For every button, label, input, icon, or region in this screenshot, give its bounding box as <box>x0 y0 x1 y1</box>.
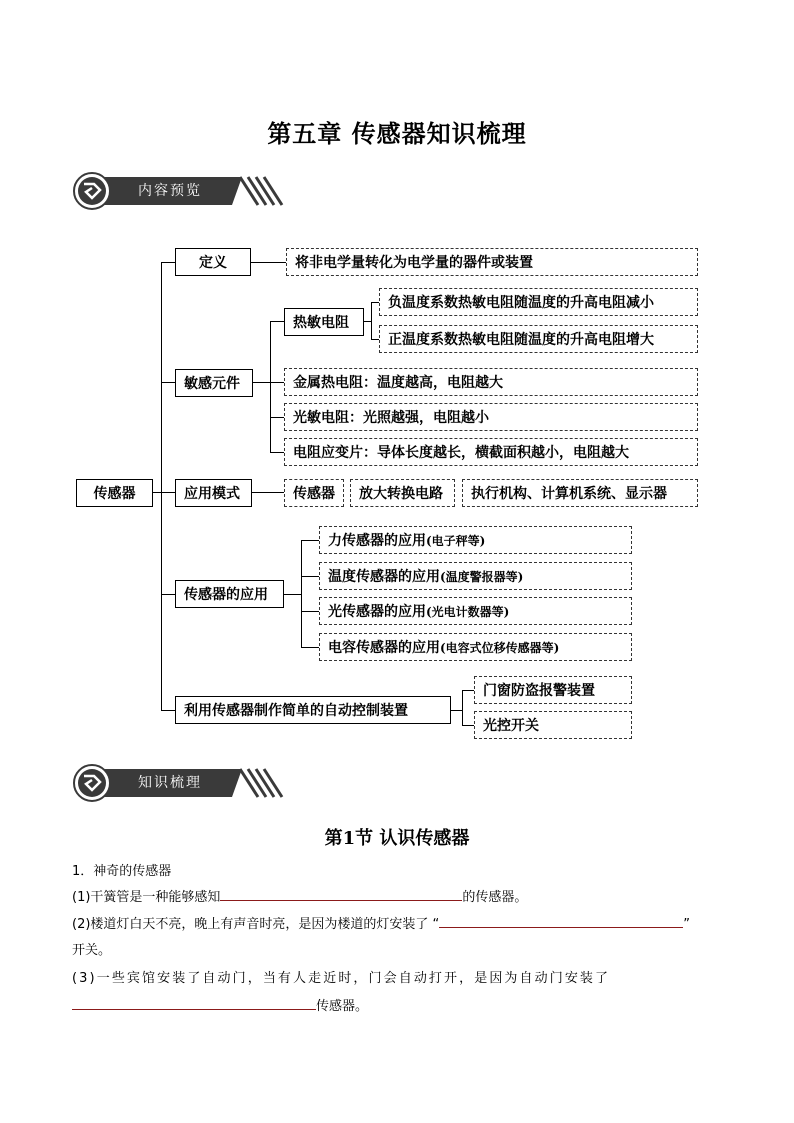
application-item <box>319 526 632 554</box>
application-main: 温度传感器的应用 <box>328 569 440 585</box>
mode-item: 放大转换电路 <box>350 479 455 507</box>
mode-item: 执行机构、计算机系统、显示器 <box>462 479 698 507</box>
question-1 <box>72 886 527 905</box>
section-title: 第1节 认识传感器 <box>324 828 470 849</box>
application-item <box>319 597 632 625</box>
application-note: (光电计数器等) <box>426 604 510 619</box>
question-text: ” <box>683 917 691 932</box>
thermistor-node: 热敏电阻 <box>284 308 364 336</box>
page-title: 第五章 传感器知识梳理 <box>267 119 527 148</box>
sensitive-node: 敏感元件 <box>175 369 253 397</box>
definition-node: 定义 <box>175 248 251 276</box>
sensitive-item: 光敏电阻：光照越强，电阻越小 <box>284 403 698 431</box>
root-node: 传感器 <box>76 479 153 507</box>
answer-blank[interactable] <box>72 997 316 1010</box>
application-item <box>319 562 632 590</box>
application-main: 电容传感器的应用 <box>328 640 440 656</box>
answer-blank[interactable] <box>439 915 683 928</box>
question-3: (3)一些宾馆安装了自动门，当有人走近时，门会自动打开，是因为自动门安装了 <box>72 971 611 986</box>
application-main: 光传感器的应用 <box>328 604 426 620</box>
sensitive-item: 金属热电阻：温度越高，电阻越大 <box>284 368 698 396</box>
section-heading: 1．神奇的传感器 <box>72 864 172 879</box>
auto-node: 利用传感器制作简单的自动控制装置 <box>175 696 451 724</box>
mode-node: 应用模式 <box>175 479 252 507</box>
review-banner-label: 知识梳理 <box>138 775 202 791</box>
auto-item: 门窗防盗报警装置 <box>474 676 632 704</box>
question-2-cont: 开关。 <box>72 943 112 958</box>
question-text: 的传感器。 <box>462 890 528 905</box>
definition-text: 将非电学量转化为电学量的器件或装置 <box>286 248 698 276</box>
question-text: (1)干簧管是一种能够感知 <box>72 890 221 905</box>
application-note: (电子秤等) <box>426 533 486 548</box>
auto-item: 光控开关 <box>474 711 632 739</box>
review-banner <box>72 764 287 802</box>
question-text: 传感器。 <box>316 999 369 1014</box>
preview-banner-label: 内容预览 <box>138 183 202 199</box>
thermistor-item: 正温度系数热敏电阻随温度的升高电阻增大 <box>379 325 698 353</box>
answer-blank[interactable] <box>220 888 462 901</box>
application-note: (温度警报器等) <box>440 569 524 584</box>
thermistor-item: 负温度系数热敏电阻随温度的升高电阻减小 <box>379 288 698 316</box>
mode-item: 传感器 <box>284 479 344 507</box>
application-item <box>319 633 632 661</box>
question-text: (2)楼道灯白天不亮，晚上有声音时亮，是因为楼道的灯安装了 “ <box>72 917 440 932</box>
question-3-cont <box>72 995 368 1014</box>
question-2 <box>72 913 732 932</box>
sensitive-item: 电阻应变片：导体长度越长，横截面积越小，电阻越大 <box>284 438 698 466</box>
application-note: (电容式位移传感器等) <box>440 640 560 655</box>
applications-node: 传感器的应用 <box>175 580 284 608</box>
application-main: 力传感器的应用 <box>328 533 426 549</box>
